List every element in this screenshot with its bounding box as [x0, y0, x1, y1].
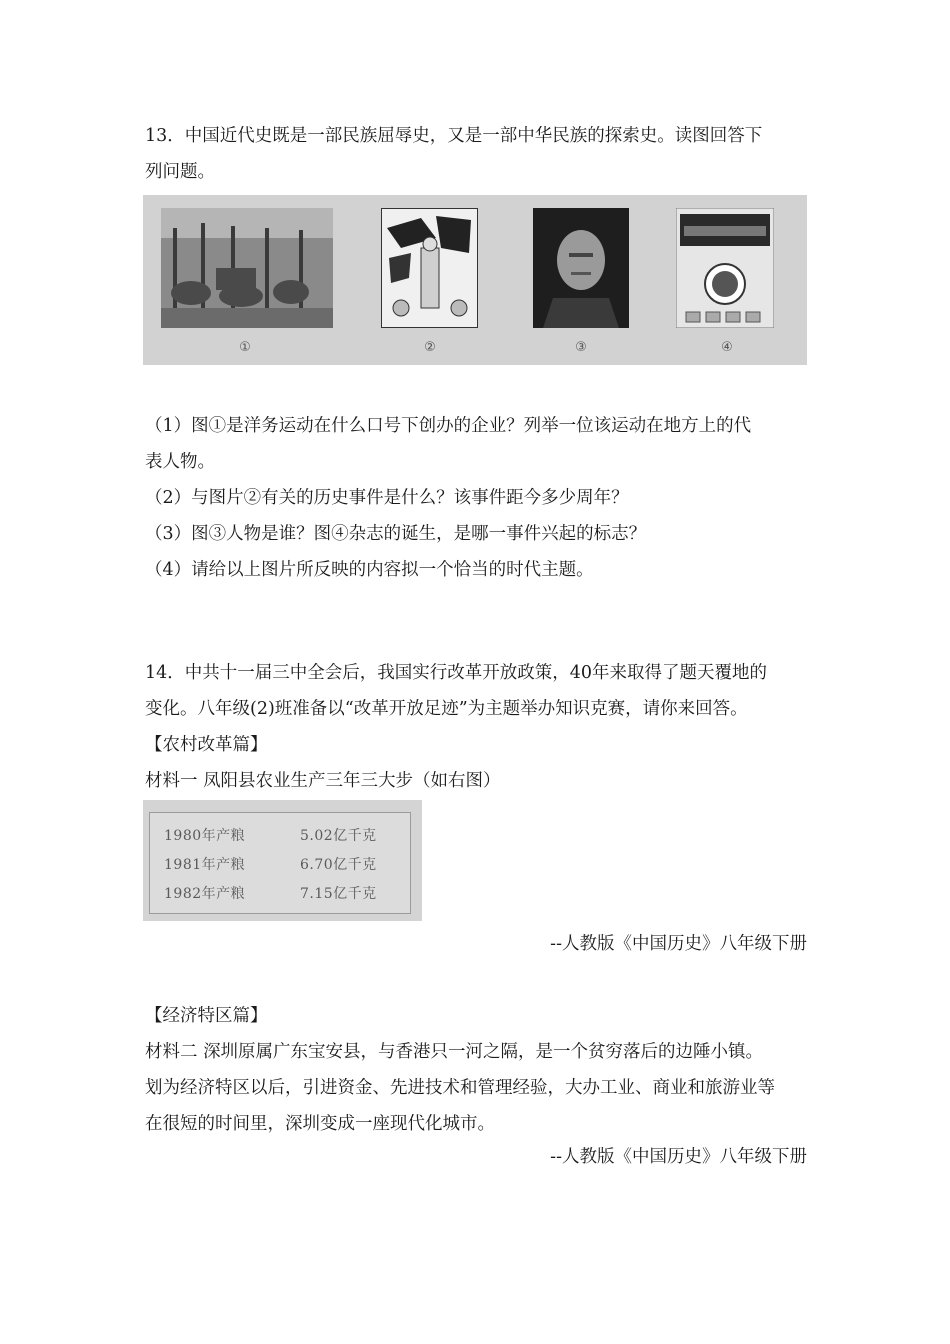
figure-4-label: ④: [721, 340, 733, 355]
table-row-label: 1982年产粮: [164, 886, 246, 902]
question-14-stem: [145, 655, 809, 799]
figure-1-label: ①: [239, 340, 251, 355]
question-14-line-1: 14．中共十一届三中全会后，我国实行改革开放政策，40年来取得了题天覆地的: [145, 663, 768, 683]
section-economic-zone-heading: 【经济特区篇】: [145, 1006, 268, 1026]
table-row-amount: 5.02亿千克: [300, 828, 377, 844]
source-citation-2: --人教版《中国历史》八年级下册: [550, 1147, 807, 1167]
subquestion-1-line-1: （1）图①是洋务运动在什么口号下创办的企业？列举一位该运动在地方上的代: [145, 416, 752, 436]
figure-1-factory-photo: [161, 208, 333, 328]
section-rural-reform-heading: 【农村改革篇】: [145, 735, 268, 755]
grain-output-table: [149, 812, 411, 914]
subquestion-2: （2）与图片②有关的历史事件是什么？该事件距今多少周年？: [145, 488, 629, 508]
question-13-line-2: 列问题。: [145, 162, 215, 182]
figure-3-portrait: [533, 208, 629, 328]
table-row-label: 1980年产粮: [164, 828, 246, 844]
material-2-line-3: 在很短的时间里，深圳变成一座现代化城市。: [145, 1114, 495, 1134]
subquestion-1-line-2: 表人物。: [145, 452, 215, 472]
figure-3-label: ③: [575, 340, 587, 355]
table-row: [164, 883, 377, 903]
table-row: [164, 854, 377, 874]
source-citation-1: --人教版《中国历史》八年级下册: [550, 934, 807, 954]
table-row-amount: 7.15亿千克: [300, 886, 377, 902]
figure-2-label: ②: [424, 340, 436, 355]
subquestion-4: （4）请给以上图片所反映的内容拟一个恰当的时代主题。: [145, 560, 594, 580]
subquestion-3: （3）图③人物是谁？图④杂志的诞生，是哪一事件兴起的标志？: [145, 524, 647, 544]
question-13-subquestions: [145, 408, 809, 588]
figure-2-poster: [381, 208, 478, 328]
figure-4-magazine: [676, 208, 774, 328]
question-14-line-2: 变化。八年级(2)班准备以“改革开放足迹”为主题举办知识克赛，请你来回答。: [145, 699, 748, 719]
table-row: [164, 825, 377, 845]
material-2-line-1: 材料二 深圳原属广东宝安县，与香港只一河之隔，是一个贫穷落后的边陲小镇。: [145, 1042, 764, 1062]
question-13-stem: [145, 118, 809, 190]
question-13-line-1: 13．中国近代史既是一部民族屈辱史，又是一部中华民族的探索史。读图回答下: [145, 126, 763, 146]
material-1-caption: 材料一 凤阳县农业生产三年三大步（如右图）: [145, 771, 501, 791]
question-13-figures: [143, 195, 807, 365]
grain-output-table-image: [143, 800, 422, 921]
section-economic-zone: [145, 998, 809, 1142]
table-row-label: 1981年产粮: [164, 857, 246, 873]
table-row-amount: 6.70亿千克: [300, 857, 377, 873]
material-2-line-2: 划为经济特区以后，引进资金、先进技术和管理经验，大办工业、商业和旅游业等: [145, 1078, 775, 1098]
